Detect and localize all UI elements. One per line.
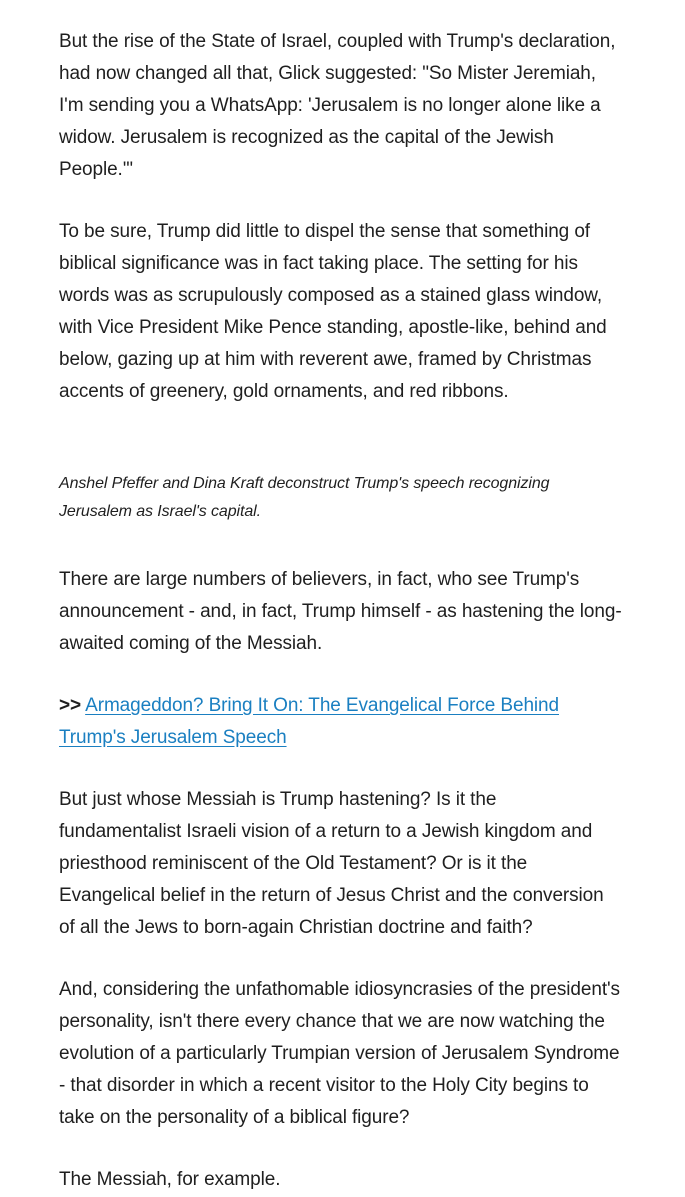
caption-line: Jerusalem as Israel's capital. (59, 503, 261, 520)
text-line: with Vice President Mike Pence standing, apostle-like, behind and (59, 317, 607, 338)
text-line: personality, isn't there every chance that we are now watching the (59, 1011, 605, 1032)
paragraph-jerusalem-syndrome (59, 974, 659, 1134)
related-line (59, 690, 659, 722)
media-spacer (59, 408, 659, 470)
text-line: evolution of a particularly Trumpian version of Jerusalem Syndrome (59, 1043, 620, 1064)
text-line: Evangelical belief in the return of Jesus Christ and the conversion (59, 885, 604, 906)
paragraph-spacer (59, 944, 659, 974)
text-line: widow. Jerusalem is recognized as the capital of the Jewish (59, 127, 554, 148)
related-line (59, 722, 659, 754)
text-line: priesthood reminiscent of the Old Testament? Or is it the (59, 853, 528, 874)
video-caption (59, 470, 659, 526)
text-line: of all the Jews to born-again Christian doctrine and faith? (59, 917, 533, 938)
text-line: To be sure, Trump did little to dispel the sense that something of (59, 221, 590, 242)
text-line: I'm sending you a WhatsApp: 'Jerusalem is no longer alone like a (59, 95, 601, 116)
text-line: take on the personality of a biblical figure? (59, 1107, 410, 1128)
related-article-link[interactable]: Armageddon? Bring It On: The Evangelical Force Behind (85, 695, 559, 716)
text-line: words was as scrupulously composed as a stained glass window, (59, 285, 603, 306)
related-article (59, 690, 659, 754)
text-line: The Messiah, for example. (59, 1169, 281, 1190)
text-line: People.'" (59, 159, 133, 180)
paragraph-spacer (59, 526, 659, 564)
text-line: - that disorder in which a recent visitor to the Holy City begins to (59, 1075, 589, 1096)
paragraph-spacer (59, 660, 659, 690)
text-line: announcement - and, in fact, Trump himself - as hastening the long- (59, 601, 622, 622)
related-article-link[interactable]: Trump's Jerusalem Speech (59, 727, 287, 748)
paragraph-spacer (59, 186, 659, 216)
related-arrow-prefix: >> (59, 695, 81, 716)
paragraph-setting (59, 216, 659, 408)
text-line: But the rise of the State of Israel, coupled with Trump's declaration, (59, 31, 616, 52)
text-line: And, considering the unfathomable idiosyncrasies of the president's (59, 979, 620, 1000)
caption-line: Anshel Pfeffer and Dina Kraft deconstruct Trump's speech recognizing (59, 475, 550, 492)
paragraph-spacer (59, 1134, 659, 1164)
paragraph-believers (59, 564, 659, 660)
text-line: biblical significance was in fact taking place. The setting for his (59, 253, 578, 274)
paragraph-closing (59, 1164, 659, 1196)
text-line: below, gazing up at him with reverent awe, framed by Christmas (59, 349, 592, 370)
text-line: There are large numbers of believers, in fact, who see Trump's (59, 569, 580, 590)
paragraph-whose-messiah (59, 784, 659, 944)
text-line: awaited coming of the Messiah. (59, 633, 323, 654)
paragraph-glick (59, 26, 659, 186)
text-line: accents of greenery, gold ornaments, and red ribbons. (59, 381, 509, 402)
paragraph-spacer (59, 754, 659, 784)
text-line: But just whose Messiah is Trump hastening? Is it the (59, 789, 497, 810)
text-line: had now changed all that, Glick suggested: "So Mister Jeremiah, (59, 63, 596, 84)
text-line: fundamentalist Israeli vision of a return to a Jewish kingdom and (59, 821, 593, 842)
